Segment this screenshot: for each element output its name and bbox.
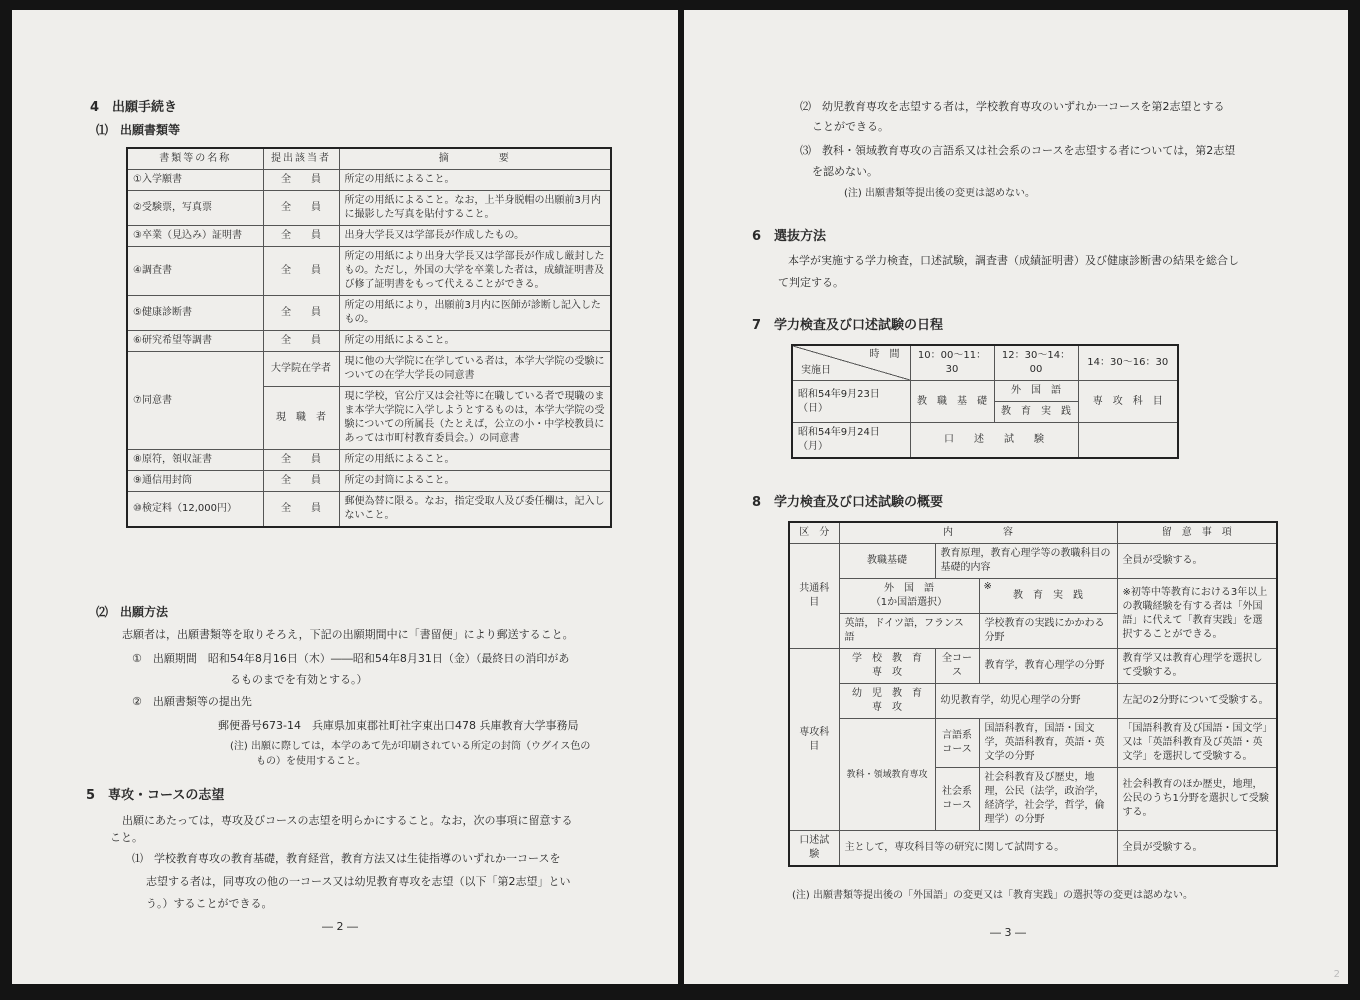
early-childhood-major: 幼 児 教 育 専 攻 — [839, 684, 935, 719]
table-row — [789, 684, 1277, 719]
kyoshoku-kiso: 教職基礎 — [839, 544, 935, 579]
subject-area-major: 教科・領域教育専攻 — [839, 719, 935, 831]
page-number: ― 2 ― — [322, 920, 358, 933]
day-1-slot-3: 専 攻 科 目 — [1078, 381, 1178, 423]
overview-table — [788, 521, 1278, 867]
table-row — [789, 719, 1277, 768]
languages: 英語，ドイツ語，フランス語 — [839, 614, 979, 649]
day-1-slot-1: 教 職 基 礎 — [910, 381, 994, 423]
period-line-2: るものまでを有効とする。） — [230, 673, 368, 686]
time-slot-2: 12：30～14：00 — [994, 345, 1078, 381]
language-course: 言語系コース — [935, 719, 979, 768]
col-header-note: 摘 要 — [339, 148, 611, 170]
table-row — [127, 331, 611, 352]
envelope-note-1: (注) 出願に際しては，本学のあて先が印刷されている所定の封筒（ウグイス色の — [230, 741, 591, 752]
day-1-slot-2a: 外 国 語 — [994, 381, 1078, 402]
table-row — [789, 831, 1277, 867]
doc-note: 所定の用紙によること。 — [339, 331, 611, 352]
table-row — [127, 191, 611, 226]
table-row — [127, 450, 611, 471]
doc-who: 全 員 — [263, 331, 339, 352]
section-5-line-2: こと。 — [110, 831, 143, 844]
kyoshoku-content: 教育原理，教育心理学等の教職科目の基礎的内容 — [935, 544, 1117, 579]
corner-time-label: 時 間 — [869, 349, 900, 360]
doc-name: ⑨通信用封筒 — [127, 471, 263, 492]
right-page — [684, 10, 1348, 984]
doc-name: ⑤健康診断書 — [127, 296, 263, 331]
left-page — [12, 10, 678, 984]
doc-name: ①入学願書 — [127, 170, 263, 191]
doc-who: 全 員 — [263, 450, 339, 471]
section-6-line-2: て判定する。 — [778, 276, 844, 289]
doc-who: 全 員 — [263, 492, 339, 528]
doc-note: 現に他の大学院に在学している者は，本学大学院の受験についての在学大学長の同意書 — [339, 352, 611, 387]
doc-name: ③卒業（見込み）証明書 — [127, 226, 263, 247]
doc-note: 所定の用紙によること。 — [339, 170, 611, 191]
doc-note: 所定の用紙により出身大学長又は学部長が作成し厳封したもの。ただし，外国の大学を卒業した者は，成績証明書及び修了証明書をもって代えることができる。 — [339, 247, 611, 296]
doc-note: 所定の用紙によること。なお，上半身脱帽の出願前3月内に撮影した写真を貼付すること。 — [339, 191, 611, 226]
item-2-line-2: ことができる。 — [812, 120, 889, 133]
doc-note: 郵便為替に限る。なお，指定受取人及び委任欄は，記入しないこと。 — [339, 492, 611, 528]
doc-note: 所定の用紙によること。 — [339, 450, 611, 471]
doc-note: 所定の封筒によること。 — [339, 471, 611, 492]
section-5-item-1-line-3: う。）することができる。 — [146, 897, 273, 910]
doc-who: 全 員 — [263, 247, 339, 296]
kyoiku-jissen: 教 育 実 践 — [1013, 590, 1083, 601]
time-slot-3: 14：30～16：30 — [1078, 345, 1178, 381]
doc-note: 現に学校，官公庁又は会社等に在職している者で現職のまま本学大学院に入学しようとするものは，本学大学院の受験についての所属長（たとえば，公立の小・中学校教員にあっては市町村教育委員会。）の同意書 — [339, 387, 611, 450]
table-row — [789, 579, 1277, 614]
kyoshoku-note: 全員が受験する。 — [1117, 544, 1277, 579]
schedule-row — [792, 381, 1178, 402]
jissen-content: 学校教育の実践にかかわる分野 — [979, 614, 1117, 649]
schedule-table — [791, 344, 1179, 459]
section-5-item-1-line-2: 志望する者は，同専攻の他の一コース又は幼児教育専攻を志望（以下「第2志望」とい — [146, 875, 571, 888]
section-4-title: 4 出願手続き — [90, 100, 178, 115]
col-header-who: 提出該当者 — [263, 148, 339, 170]
section-5-line-1: 出願にあたっては，専攻及びコースの志望を明らかにすること。なお，次の事項に留意する — [122, 814, 573, 827]
language-course-content: 国語科教育，国語・国文学，英語科教育，英語・英文学の分野 — [979, 719, 1117, 768]
school-education-major: 学 校 教 育 専 攻 — [839, 649, 935, 684]
documents-table — [126, 147, 612, 528]
oral-exam-content: 主として，専攻科目等の研究に関して試問する。 — [839, 831, 1117, 867]
day-1-slot-2b: 教 育 実 践 — [994, 402, 1078, 423]
doc-who: 全 員 — [263, 170, 339, 191]
section-8-title: 8 学力検査及び口述試験の概要 — [752, 495, 944, 510]
section-5-item-1-line-1: ⑴ 学校教育専攻の教育基礎，教育経営，教育方法又は生徒指導のいずれか一コースを — [132, 852, 561, 865]
doc-who: 現 職 者 — [263, 387, 339, 450]
doc-name: ⑦同意書 — [127, 352, 263, 450]
page-number: ― 3 ― — [990, 926, 1026, 939]
schedule-header-row — [792, 345, 1178, 381]
envelope-note-2: もの）を使用すること。 — [256, 756, 366, 767]
early-childhood-note: 左記の2分野について受験する。 — [1117, 684, 1277, 719]
item-3-line-2: を認めない。 — [812, 165, 878, 178]
school-education-note: 教育学又は教育心理学を選択して受験する。 — [1117, 649, 1277, 684]
col-header-notes: 留 意 事 項 — [1117, 522, 1277, 544]
social-course: 社会系コース — [935, 768, 979, 831]
foreign-language: 外 国 語 — [884, 583, 934, 594]
method-text: 志願者は，出願書類等を取りそろえ，下記の出願期間中に「書留便」により郵送すること。 — [122, 628, 574, 641]
subsection-2-title: ⑵ 出願方法 — [96, 605, 169, 619]
section-6-title: 6 選抜方法 — [752, 229, 827, 244]
table-row — [789, 649, 1277, 684]
section-7-title: 7 学力検査及び口述試験の日程 — [752, 318, 944, 333]
social-course-content: 社会科教育及び歴史，地理，公民（法学，政治学，経済学，社会学，哲学，倫理学）の分野 — [979, 768, 1117, 831]
corner-mark: 2 — [1333, 969, 1340, 980]
all-courses: 全コース — [935, 649, 979, 684]
schedule-row — [792, 423, 1178, 459]
major-subjects: 専攻科目 — [789, 649, 839, 831]
doc-who: 全 員 — [263, 226, 339, 247]
doc-name: ⑩検定料（12,000円） — [127, 492, 263, 528]
period-line-1: ① 出願期間 昭和54年8月16日（木）――昭和54年8月31日（金）（最終日の消印があ — [132, 652, 570, 665]
subsection-1-title: ⑴ 出願書類等 — [96, 123, 181, 137]
day-1: 昭和54年9月23日（日） — [792, 381, 910, 423]
item-3-line-1: ⑶ 教科・領域教育専攻の言語系又は社会系のコースを志望する者については，第2志望 — [800, 144, 1236, 157]
early-childhood-content: 幼児教育学，幼児心理学の分野 — [935, 684, 1117, 719]
oral-exam: 口述試験 — [789, 831, 839, 867]
doc-who: 全 員 — [263, 296, 339, 331]
col-header-name: 書類等の名称 — [127, 148, 263, 170]
item-3-note: (注) 出願書類等提出後の変更は認めない。 — [844, 188, 1035, 199]
asterisk-mark: ※ — [983, 581, 992, 592]
doc-name: ⑧原符，領収証書 — [127, 450, 263, 471]
corner-day-label: 実施日 — [801, 365, 831, 376]
table-row — [127, 492, 611, 528]
bottom-note: (注) 出願書類等提出後の「外国語」の変更又は「教育実践」の選択等の変更は認めない。 — [792, 890, 1193, 901]
schedule-corner-cell — [792, 345, 910, 381]
section-5-title: 5 専攻・コースの志望 — [86, 788, 225, 803]
doc-note: 所定の用紙により，出願前3月内に医師が診断し記入したもの。 — [339, 296, 611, 331]
col-header-division: 区 分 — [789, 522, 839, 544]
day-2-oral: 口 述 試 験 — [910, 423, 1078, 459]
overview-header-row — [789, 522, 1277, 544]
doc-who: 大学院在学者 — [263, 352, 339, 387]
table-row — [127, 247, 611, 296]
common-subjects: 共通科目 — [789, 544, 839, 649]
table-row — [127, 296, 611, 331]
doc-name: ④調査書 — [127, 247, 263, 296]
foreign-language-cell — [839, 579, 979, 614]
table-row — [127, 170, 611, 191]
school-education-content: 教育学，教育心理学の分野 — [979, 649, 1117, 684]
kyoiku-jissen-cell — [979, 579, 1117, 614]
table-row — [789, 544, 1277, 579]
doc-who: 全 員 — [263, 191, 339, 226]
section-6-line-1: 本学が実施する学力検査，口述試験，調査書（成績証明書）及び健康診断書の結果を総合し — [788, 254, 1239, 267]
destination-label: ② 出願書類等の提出先 — [132, 695, 252, 708]
language-course-note: 「国語科教育及び国語・国文学」又は「英語科教育及び英語・英文学」を選択して受験する。 — [1117, 719, 1277, 768]
table-header-row — [127, 148, 611, 170]
doc-note: 出身大学長又は学部長が作成したもの。 — [339, 226, 611, 247]
table-row — [127, 352, 611, 387]
time-slot-1: 10：00～11：30 — [910, 345, 994, 381]
social-course-note: 社会科教育のほか歴史，地理，公民のうち1分野を選択して受験する。 — [1117, 768, 1277, 831]
table-row — [127, 471, 611, 492]
table-row — [127, 226, 611, 247]
day-2: 昭和54年9月24日（月） — [792, 423, 910, 459]
foreign-language-sub: （1か国語選択） — [870, 597, 948, 608]
doc-name: ②受験票，写真票 — [127, 191, 263, 226]
address: 郵便番号673-14 兵庫県加東郡社町社字東出口478 兵庫教育大学事務局 — [218, 719, 579, 732]
jissen-note: ※初等中等教育における3年以上の教職経験を有する者は「外国語」に代えて「教育実践」を選択することができる。 — [1117, 579, 1277, 649]
day-2-empty — [1078, 423, 1178, 459]
doc-who: 全 員 — [263, 471, 339, 492]
doc-name: ⑥研究希望等調書 — [127, 331, 263, 352]
oral-exam-note: 全員が受験する。 — [1117, 831, 1277, 867]
item-2-line-1: ⑵ 幼児教育専攻を志望する者は，学校教育専攻のいずれか一コースを第2志望とする — [800, 100, 1225, 113]
col-header-content: 内 容 — [839, 522, 1117, 544]
